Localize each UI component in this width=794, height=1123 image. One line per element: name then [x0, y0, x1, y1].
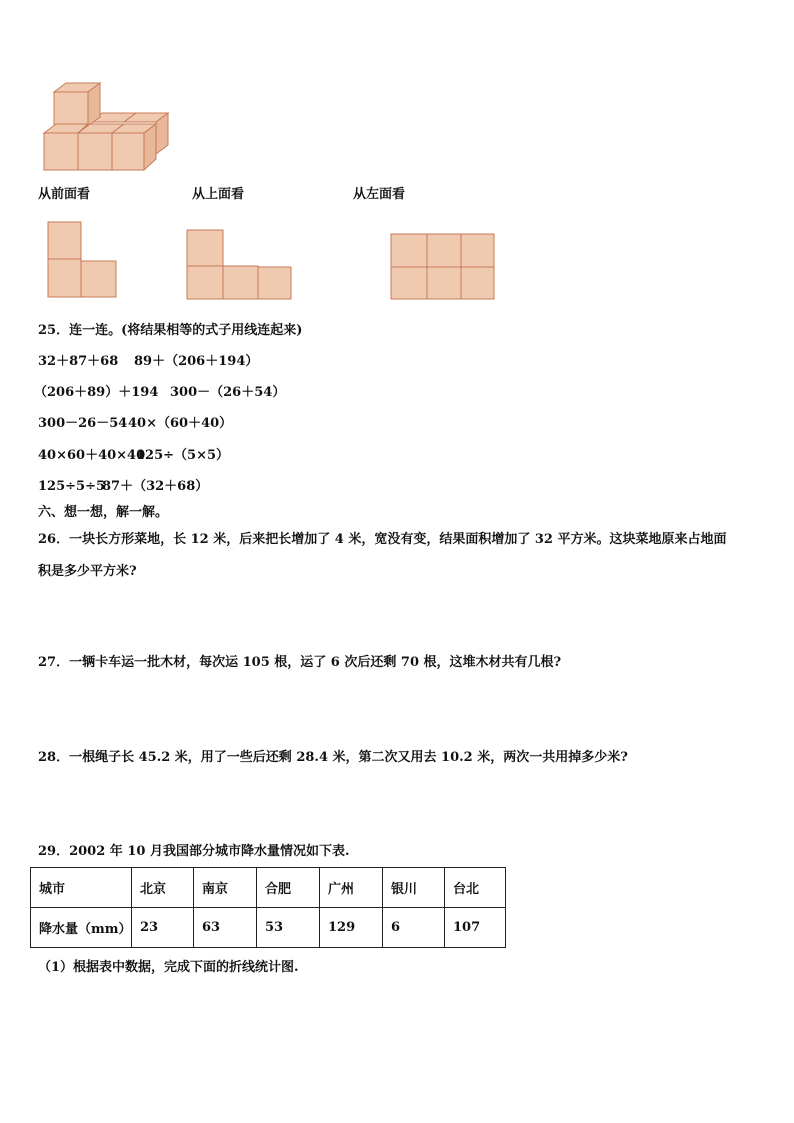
q28-text: 28．一根绳子长 45.2 米，用了一些后还剩 28.4 米，第二次又用去 10.2 米，两次一共用掉多少米?	[38, 750, 628, 765]
q25-row-5-right: 87＋（32＋68）	[102, 479, 209, 494]
q25-title: 25．连一连。(将结果相等的式子用线连起来)	[38, 323, 303, 338]
q25-row-3-right: 40×（60＋40）	[128, 416, 233, 431]
q27-text: 27．一辆卡车运一批木材，每次运 105 根，运了 6 次后还剩 70 根，这堆木材共有几根?	[38, 655, 562, 670]
rainfall-table	[30, 867, 506, 948]
q29-title: 29．2002 年 10 月我国部分城市降水量情况如下表.	[38, 844, 350, 859]
q29-sub-1: （1）根据表中数据，完成下面的折线统计图.	[38, 960, 299, 975]
q25-row-5-left: 125÷5÷5	[38, 479, 106, 494]
table-cell-value: 6	[383, 908, 445, 948]
table-cell-value: 129	[320, 908, 383, 948]
table-cell-value: 63	[194, 908, 257, 948]
table-cell-city: 台北	[445, 868, 506, 908]
table-cell-city: 银川	[383, 868, 445, 908]
table-cell-city: 广州	[320, 868, 383, 908]
table-cell-value: 107	[445, 908, 506, 948]
q25-row-4-left: 40×60＋40×40	[38, 448, 146, 463]
left-view-figure	[389, 232, 499, 302]
q25-row-2-left: （206＋89）＋194	[34, 385, 159, 400]
q25-row-4-right: 125÷（5×5）	[136, 448, 230, 463]
table-cell-city: 北京	[132, 868, 194, 908]
top-view-label: 从上面看	[192, 187, 245, 202]
table-cell-city: 南京	[194, 868, 257, 908]
q26-line-1: 26．一块长方形菜地，长 12 米，后来把长增加了 4 米，宽没有变，结果面积增加了 32 平方米。这块菜地原来占地面	[38, 532, 727, 547]
q25-row-3-left: 300－26－54	[38, 416, 128, 431]
q25-row-1-right: 89＋（206＋194）	[134, 354, 259, 369]
table-header-city: 城市	[31, 868, 132, 908]
cube-arrangement-figure	[38, 78, 178, 178]
section-6-title: 六、想一想，解一解。	[38, 505, 169, 520]
q26-line-2: 积是多少平方米?	[38, 564, 137, 579]
table-cell-city: 合肥	[257, 868, 320, 908]
front-view-figure	[46, 220, 120, 300]
table-row-cities	[31, 868, 506, 908]
front-view-label: 从前面看	[38, 187, 91, 202]
q25-row-1-left: 32＋87＋68	[38, 354, 119, 369]
table-cell-value: 23	[132, 908, 194, 948]
table-header-rainfall: 降水量（mm）	[31, 908, 132, 948]
table-row-rainfall	[31, 908, 506, 948]
table-cell-value: 53	[257, 908, 320, 948]
top-view-figure	[185, 228, 295, 302]
q25-row-2-right: 300－（26＋54）	[170, 385, 286, 400]
left-view-label: 从左面看	[353, 187, 406, 202]
